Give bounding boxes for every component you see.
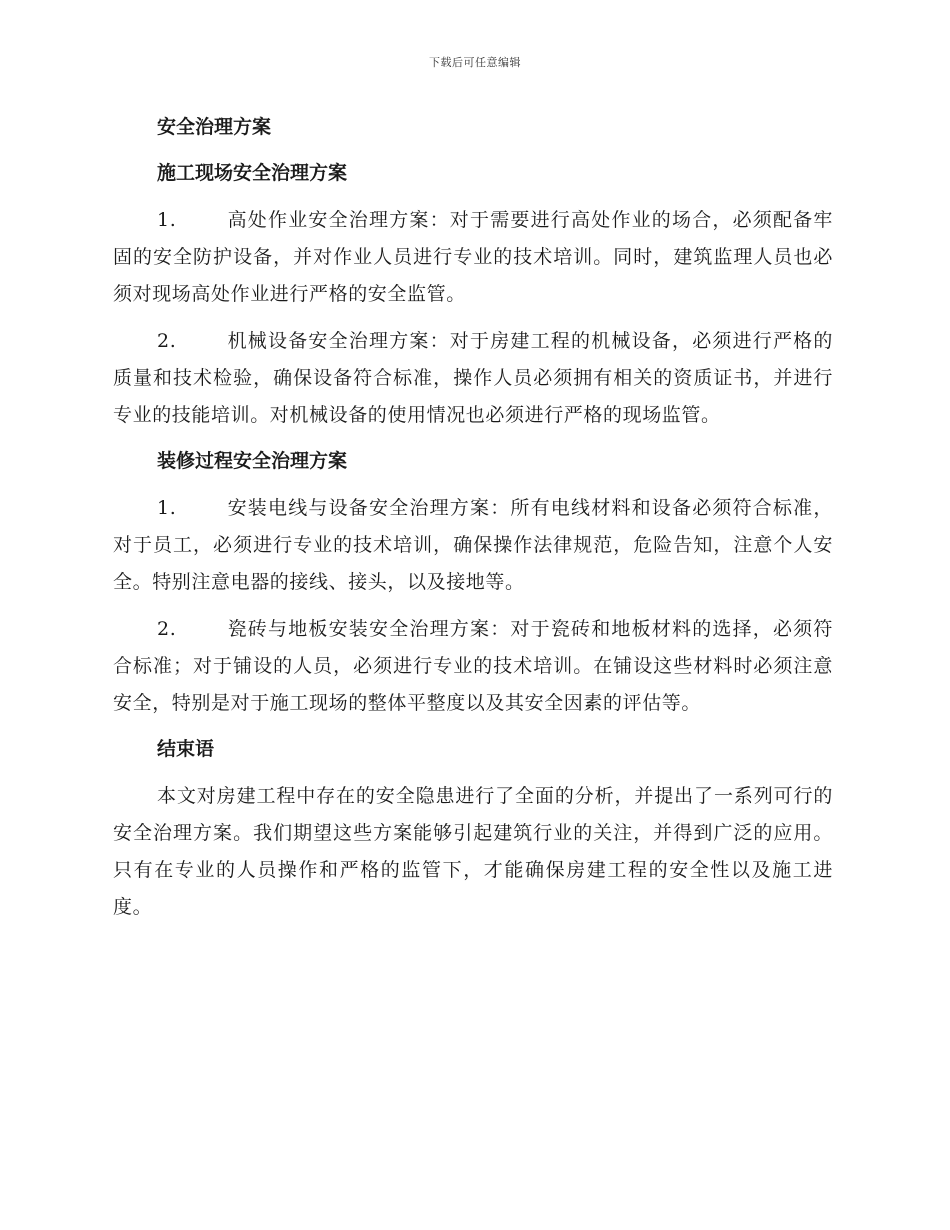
list-number: 1. [157,209,177,231]
section-title-decoration: 装修过程安全治理方案 [157,450,348,472]
list-text: 安装电线与设备安全治理方案：所有电线材料和设备必须符合标准，对于员工，必须进行专业的技术培训，确保操作法律规范，危险告知，注意个人安全。特别注意电器的接线、接头，以及接地等。 [113,497,833,593]
list-item [113,323,833,434]
list-item [113,490,833,601]
list-number: 2. [157,618,177,640]
list-number: 2. [157,330,177,352]
section-title-site: 施工现场安全治理方案 [157,162,348,184]
document-content [113,110,833,936]
list-text: 高处作业安全治理方案：对于需要进行高处作业的场合，必须配备牢固的安全防护设备，并对作业人员进行专业的技术培训。同时，建筑监理人员也必须对现场高处作业进行严格的安全监管。 [113,209,833,305]
section-title-main: 安全治理方案 [157,116,272,138]
conclusion-paragraph: 本文对房建工程中存在的安全隐患进行了全面的分析，并提出了一系列可行的安全治理方案。我们期望这些方案能够引起建筑行业的关注，并得到广泛的应用。只有在专业的人员操作和严格的监管下，才能确保房建工程的安全性以及施工进度。 [113,785,833,918]
list-item [113,202,833,313]
section-title-conclusion: 结束语 [157,738,215,760]
header-note: 下载后可任意编辑 [429,56,521,69]
list-text: 瓷砖与地板安装安全治理方案：对于瓷砖和地板材料的选择，必须符合标准；对于铺设的人员，必须进行专业的技术培训。在铺设这些材料时必须注意安全，特别是对于施工现场的整体平整度以及其安全因素的评估等。 [113,618,833,714]
list-number: 1. [157,497,177,519]
list-item [113,611,833,722]
list-text: 机械设备安全治理方案：对于房建工程的机械设备，必须进行严格的质量和技术检验，确保设备符合标准，操作人员必须拥有相关的资质证书，并进行专业的技能培训。对机械设备的使用情况也必须进行严格的现场监管。 [113,330,833,426]
